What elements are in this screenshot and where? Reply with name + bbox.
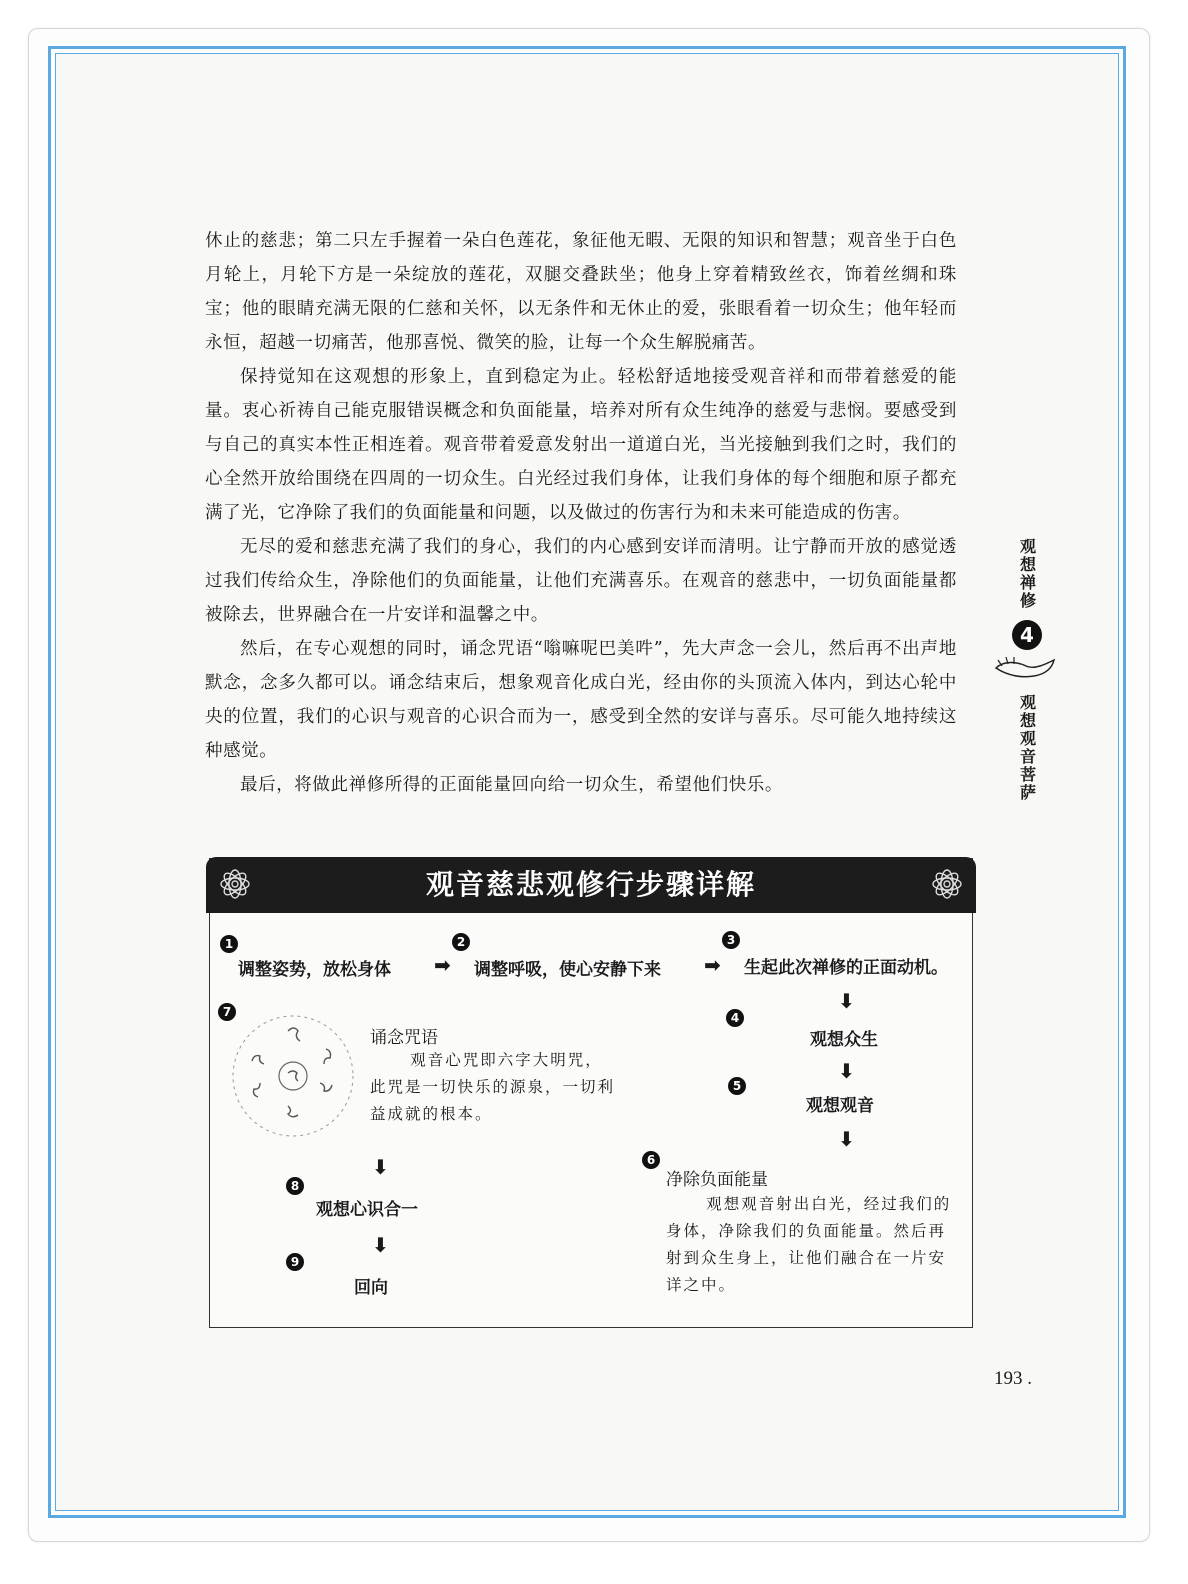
step-number: 2 (452, 933, 470, 951)
diagram-header (206, 857, 976, 913)
step-number: 1 (220, 935, 238, 953)
paragraph: 休止的慈悲；第二只左手握着一朵白色莲花，象征他无暇、无限的知识和智慧；观音坐于白色月轮上，月轮下方是一朵绽放的莲花，双腿交叠趺坐；他身上穿着精致丝衣，饰着丝绸和珠宝；他的眼睛充满无限的仁慈和关怀，以无条件和无休止的爱，张眼看着一切众生；他年轻而永恒，超越一切痛苦，他那喜悦、微笑的脸，让每一个众生解脱痛苦。 (205, 231, 957, 353)
lotus-icon (926, 863, 968, 905)
arrow-down-icon: ⬇ (838, 1059, 855, 1083)
step-label: 诵念咒语 (370, 1028, 438, 1048)
step-label: 调整姿势，放松身体 (238, 960, 391, 980)
paragraph: 无尽的爱和慈悲充满了我们的身心，我们的内心感到安详而清明。让宁静而开放的感觉透过我们传给众生，净除他们的负面能量，让他们充满喜乐。在观音的慈悲中，一切负面能量都被除去，世界融合在一片安详和温馨之中。 (205, 537, 957, 625)
step-label: 生起此次禅修的正面动机。 (744, 958, 948, 978)
arrow-down-icon: ⬇ (838, 989, 855, 1013)
step-number: 9 (286, 1253, 304, 1271)
mantra-wheel-icon (228, 1011, 358, 1141)
steps-diagram (209, 858, 973, 1328)
step-number: 8 (286, 1177, 304, 1195)
step-number: 5 (728, 1077, 746, 1095)
step-label: 观想观音 (806, 1096, 874, 1116)
arrow-down-icon: ⬇ (838, 1127, 855, 1151)
diagram-title: 观音慈悲观修行步骤详解 (425, 868, 756, 901)
arrow-down-icon: ⬇ (372, 1155, 389, 1179)
step-description: 观想观音射出白光，经过我们的身体，净除我们的负面能量。然后再射到众生身上，让他们融合在一片安详之中。 (666, 1195, 952, 1294)
step-description: 观音心咒即六字大明咒，此咒是一切快乐的源泉，一切利益成就的根本。 (370, 1051, 616, 1123)
arrow-down-icon: ⬇ (372, 1233, 389, 1257)
step-label: 调整呼吸，使心安静下来 (474, 960, 661, 980)
chapter-title: 观想禅修 (1017, 538, 1037, 610)
arrow-right-icon: ➡ (704, 953, 721, 977)
paragraph: 最后，将做此禅修所得的正面能量回向给一切众生，希望他们快乐。 (240, 775, 783, 795)
paragraph: 保持觉知在这观想的形象上，直到稳定为止。轻松舒适地接受观音祥和而带着慈爱的能量。衷心祈祷自己能克服错误概念和负面能量，培养对所有众生纯净的慈爱与悲悯。要感受到与自己的真实本性正相连着。观音带着爱意发射出一道道白光，当光接触到我们之时，我们的心全然开放给围绕在四周的一切众生。白光经过我们身体，让我们身体的每个细胞和原子都充满了光，它净除了我们的负面能量和问题，以及做过的伤害行为和未来可能造成的伤害。 (205, 367, 957, 523)
chapter-number: 4 (1012, 620, 1042, 650)
page-number: 193 . (994, 1368, 1032, 1389)
step-label: 回向 (354, 1278, 388, 1298)
step-label: 观想心识合一 (316, 1200, 418, 1220)
section-title: 观想观音菩萨 (1017, 694, 1037, 802)
step-number: 3 (722, 931, 740, 949)
paragraph: 然后，在专心观想的同时，诵念咒语“嗡嘛呢巴美吽”，先大声念一会儿，然后再不出声地默念，念多久都可以。诵念结束后，想象观音化成白光，经由你的头顶流入体内，到达心轮中央的位置，我们的心识与观音的心识合而为一，感受到全然的安详与喜乐。尽可能久地持续这种感觉。 (205, 639, 957, 761)
lotus-icon (214, 863, 256, 905)
step-number: 7 (218, 1003, 236, 1021)
step-number: 4 (726, 1009, 744, 1027)
body-text (205, 224, 957, 802)
step-number: 6 (642, 1151, 660, 1169)
arrow-right-icon: ➡ (434, 953, 451, 977)
step-label: 观想众生 (810, 1030, 878, 1050)
offering-hand-icon (994, 654, 1060, 684)
step-label: 净除负面能量 (666, 1170, 768, 1190)
chapter-side-tab (992, 538, 1062, 848)
